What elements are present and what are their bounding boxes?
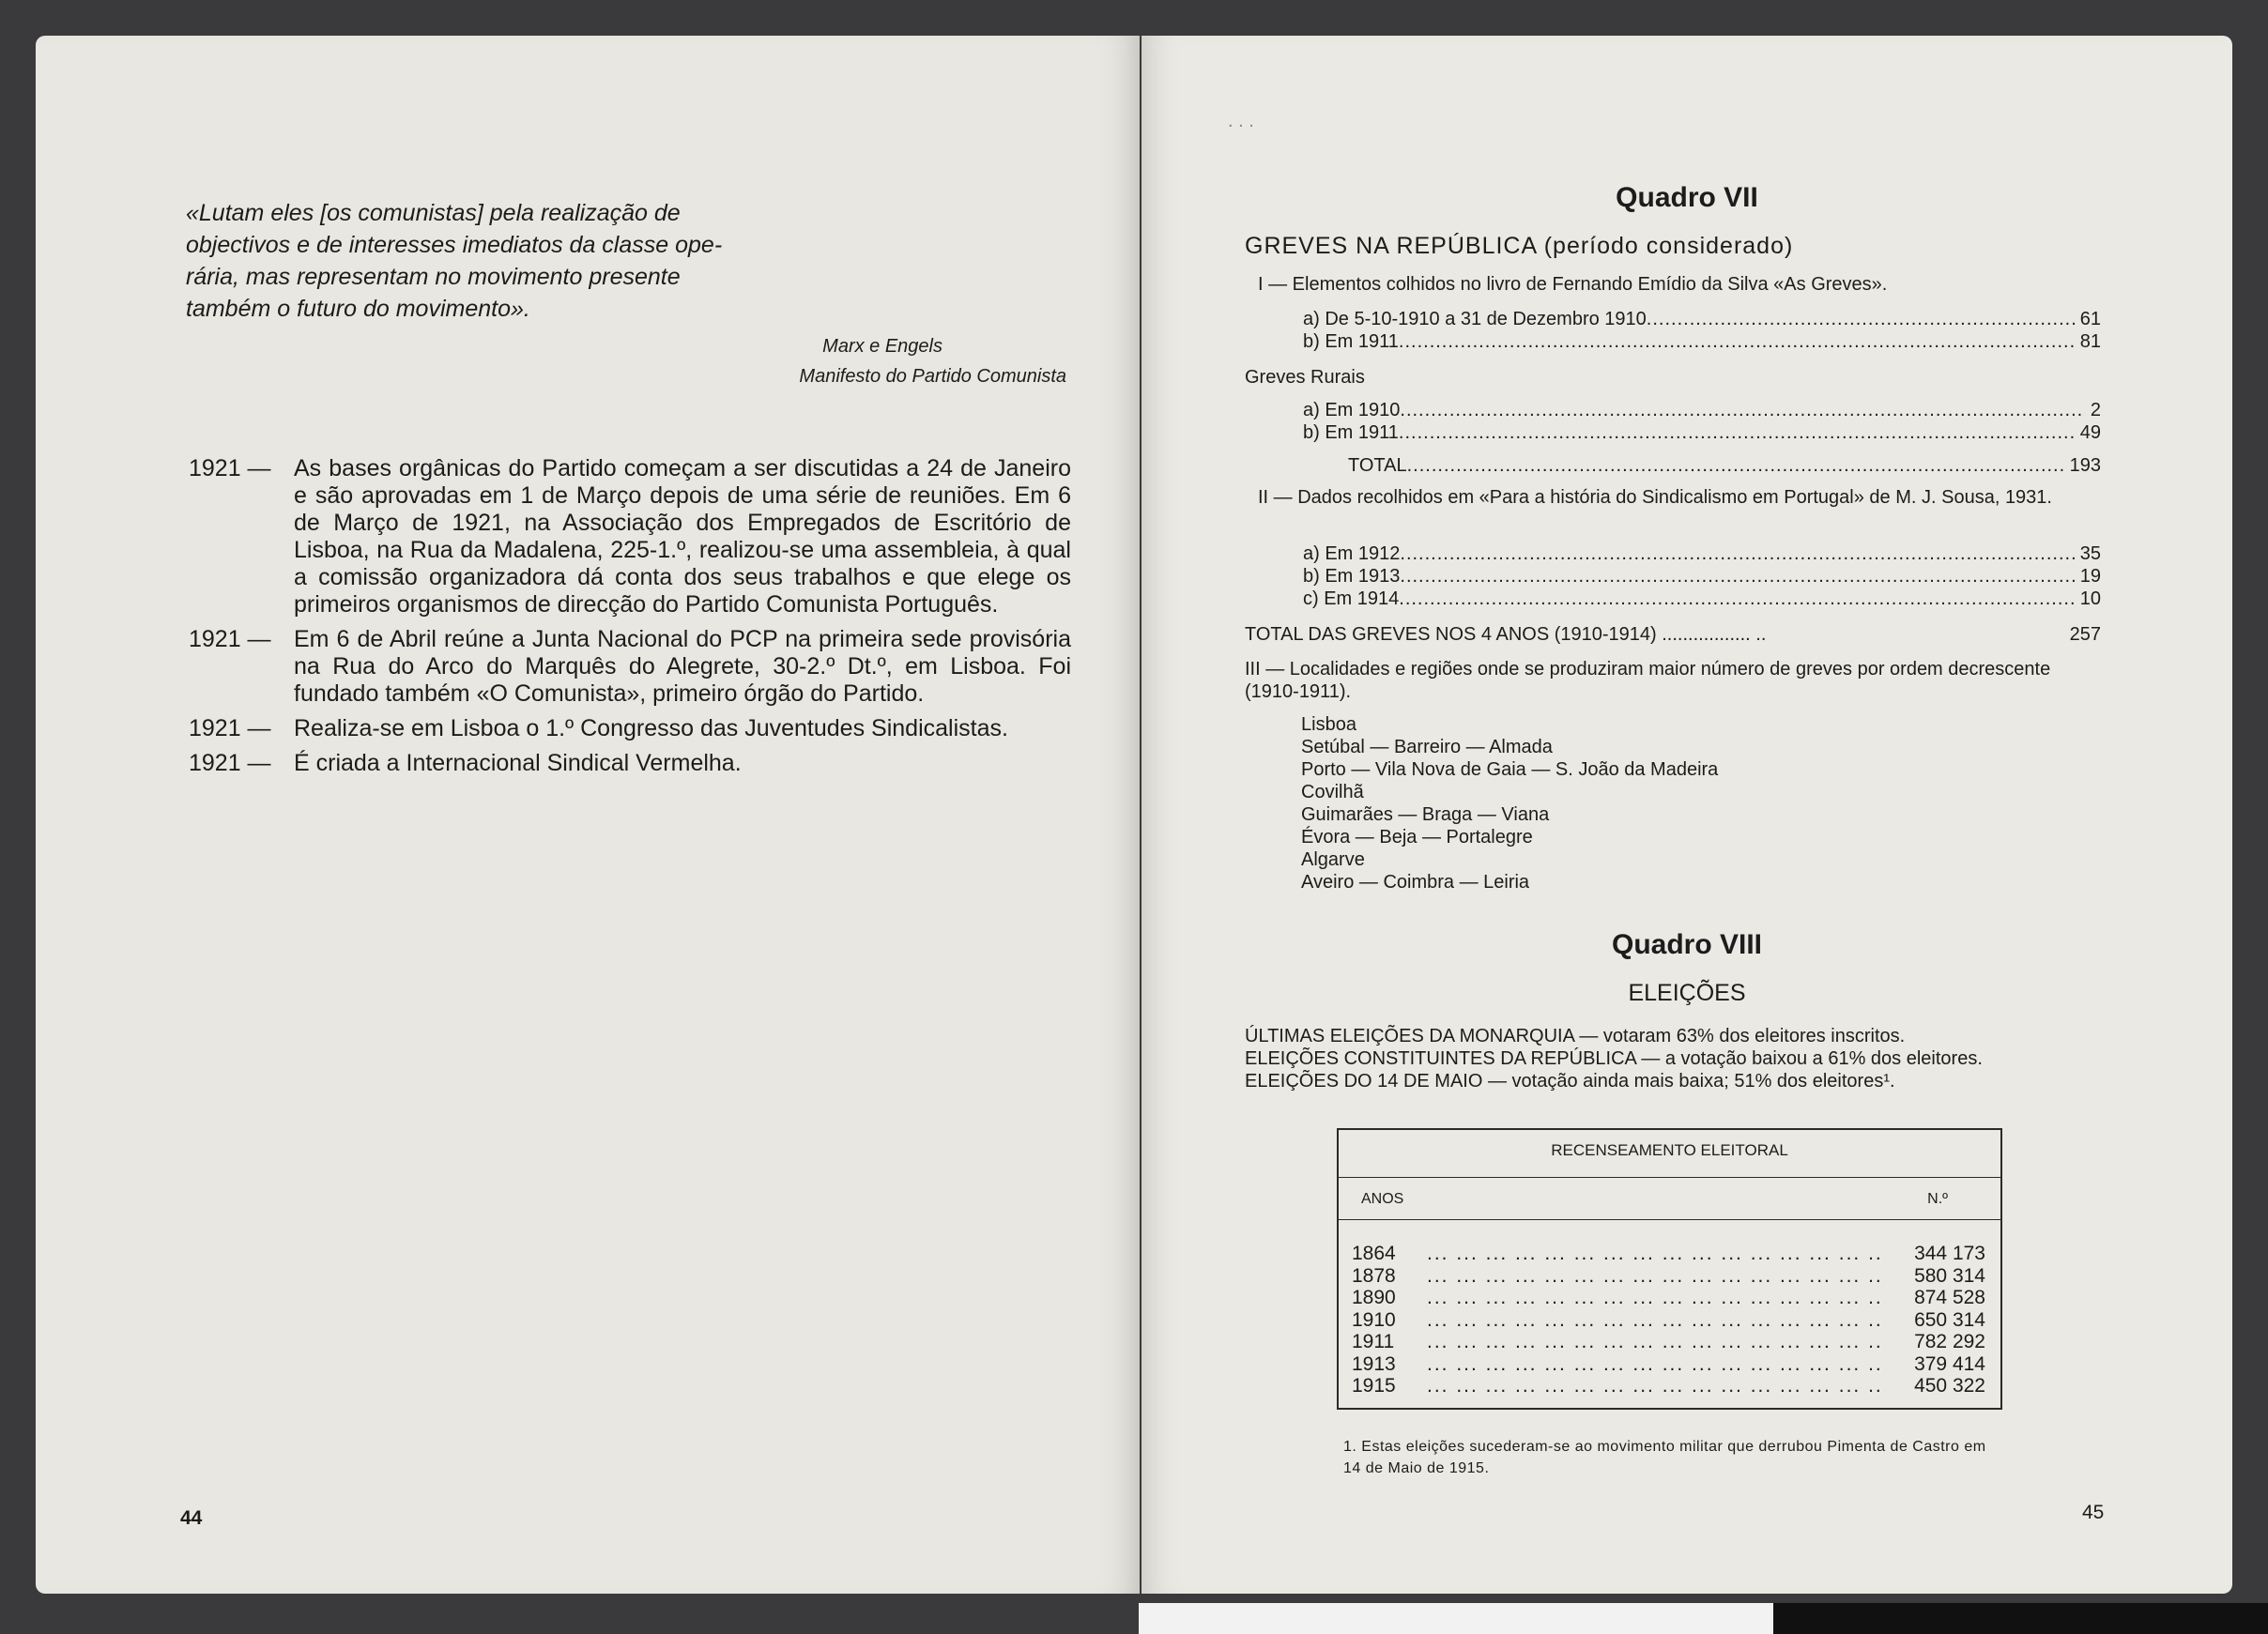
census-row [1352, 1353, 1985, 1376]
data-row [1303, 565, 2101, 588]
place-item: Setúbal — Barreiro — Almada [1301, 737, 1553, 757]
census-year: 1915 [1352, 1375, 1396, 1397]
row-label: b) Em 1911 [1303, 422, 1399, 443]
census-row [1352, 1331, 1985, 1353]
census-row [1352, 1309, 1985, 1332]
section-ii-rows [1303, 542, 2101, 610]
data-row [1303, 588, 2101, 610]
rural-rows [1303, 399, 2101, 444]
places-list [1301, 713, 1718, 893]
chronology-list [189, 455, 1071, 785]
census-count: 379 414 [1914, 1352, 1985, 1375]
quote-line: «Lutam eles [os comunistas] pela realização de [186, 200, 681, 226]
place-item: Algarve [1301, 849, 1365, 870]
col-count: N.º [1927, 1191, 1948, 1207]
row-label: b) Em 1911 [1303, 331, 1399, 352]
total-four-label: TOTAL DAS GREVES NOS 4 ANOS (1910-1914) ................. .. [1245, 624, 1767, 645]
top-mark: . . . [1228, 111, 1254, 131]
row-label: a) Em 1912 [1303, 543, 1401, 564]
chronology-entry [189, 626, 1071, 708]
place-item: Aveiro — Coimbra — Leiria [1301, 872, 1530, 893]
data-row [1303, 308, 2101, 330]
place-item: Guimarães — Braga — Viana [1301, 804, 1550, 825]
section-iii-text: III — Localidades e regiões onde se produziram maior número de greves por ordem decrescente (1910-1911). [1245, 659, 2051, 702]
row-value: 19 [2079, 566, 2101, 587]
row-value: 61 [2079, 309, 2101, 329]
entry-year: 1921 — [189, 750, 271, 776]
total-value: 193 [2069, 455, 2101, 476]
census-year: 1864 [1352, 1243, 1396, 1264]
color-ruler-strip [1139, 1603, 2268, 1634]
election-item: ÚLTIMAS ELEIÇÕES DA MONARQUIA — votaram 63% dos eleitores inscritos. [1245, 1026, 1906, 1046]
section-ii-text: II — Dados recolhidos em «Para a história do Sindicalismo em Portugal» de M. J. Sousa, 1931. [1258, 487, 2052, 508]
section-i-rows [1303, 308, 2101, 353]
census-rows [1352, 1243, 1985, 1397]
census-count: 450 322 [1914, 1375, 1985, 1397]
quote-line: rária, mas representam no movimento presente [186, 264, 681, 290]
chronology-entry [189, 750, 1071, 777]
census-count: 580 314 [1914, 1264, 1985, 1287]
quadro-viii-title: Quadro VIII [1611, 929, 1763, 960]
row-value: 2 [2090, 400, 2101, 420]
entry-text: É criada a Internacional Sindical Vermelha. [294, 750, 742, 776]
epigraph-quote [186, 197, 1068, 325]
ruler-black-patch [1773, 1603, 2268, 1634]
data-row [1303, 421, 2101, 444]
entry-year: 1921 — [189, 626, 271, 652]
page-number: 44 [180, 1507, 203, 1529]
quote-line: objectivos e de interesses imediatos da classe ope- [186, 232, 723, 258]
census-count: 650 314 [1914, 1308, 1985, 1331]
place-item: Lisboa [1301, 714, 1356, 735]
place-item: Porto — Vila Nova de Gaia — S. João da Madeira [1301, 759, 1719, 780]
census-row [1352, 1375, 1985, 1397]
census-count: 344 173 [1914, 1243, 1985, 1264]
attribution-work: Manifesto do Partido Comunista [799, 366, 1066, 387]
census-header-row [1339, 1177, 2000, 1220]
section-i-text: I — Elementos colhidos no livro de Fernando Emídio da Silva «As Greves». [1258, 274, 1888, 295]
row-label: c) Em 1914 [1303, 588, 1400, 609]
census-row [1352, 1287, 1985, 1309]
left-page [36, 36, 1140, 1594]
election-item: ELEIÇÕES CONSTITUINTES DA REPÚBLICA — a votação baixou a 61% dos eleitores. [1245, 1048, 1983, 1069]
place-item: Covilhã [1301, 782, 1364, 802]
rural-heading: Greves Rurais [1245, 367, 1365, 388]
col-years: ANOS [1361, 1191, 1404, 1207]
quadro-vii-subtitle: GREVES NA REPÚBLICA (período considerado) [1245, 233, 1794, 259]
data-row [1303, 542, 2101, 565]
total-four-value: 257 [2069, 624, 2101, 645]
census-table [1337, 1128, 2002, 1410]
quadro-vii-title: Quadro VII [1616, 182, 1758, 213]
quote-line: também o futuro do movimento». [186, 296, 530, 322]
row-label: a) De 5-10-1910 a 31 de Dezembro 1910 [1303, 309, 1647, 329]
entry-year: 1921 — [189, 455, 271, 481]
census-year: 1890 [1352, 1287, 1396, 1308]
census-row [1352, 1243, 1985, 1265]
row-value: 35 [2079, 543, 2101, 564]
quadro-viii-subtitle: ELEIÇÕES [1628, 980, 1746, 1006]
elections-list [1245, 1025, 2103, 1092]
entry-year: 1921 — [189, 715, 271, 741]
chronology-entry [189, 455, 1071, 618]
census-year: 1913 [1352, 1352, 1396, 1375]
data-row [1303, 330, 2101, 353]
entry-text: As bases orgânicas do Partido começam a ser discutidas a 24 de Janeiro e são aprovadas em 1 de Março depois de uma série de reuniões. Em 6 de Março de 1921, na Associação dos Empregados de Escritório de Lisboa, na Rua da Madalena, 225-1.º, realizou-se uma assembleia, à qual a comissão organizadora dá conta dos seus trabalhos e que elege os primeiros organismos de direcção do Partido Comunista Português. [294, 455, 1071, 618]
census-count: 874 528 [1914, 1287, 1985, 1308]
census-year: 1911 [1352, 1331, 1395, 1352]
election-item: ELEIÇÕES DO 14 DE MAIO — votação ainda mais baixa; 51% dos eleitores¹. [1245, 1071, 1895, 1092]
place-item: Évora — Beja — Portalegre [1301, 827, 1533, 848]
page-number: 45 [2082, 1502, 2105, 1523]
footnote: 1. Estas eleições sucederam-se ao movimento militar que derrubou Pimenta de Castro em 14 de Maio de 1915. [1343, 1439, 1986, 1476]
total-label: TOTAL [1348, 455, 1407, 476]
entry-text: Realiza-se em Lisboa o 1.º Congresso das Juventudes Sindicalistas. [294, 715, 1008, 741]
row-value: 49 [2079, 422, 2101, 443]
census-year: 1878 [1352, 1264, 1396, 1287]
census-count: 782 292 [1914, 1331, 1985, 1352]
total-row [1348, 454, 2101, 477]
row-label: a) Em 1910 [1303, 400, 1401, 420]
data-row [1303, 399, 2101, 421]
census-title: RECENSEAMENTO ELEITORAL [1551, 1141, 1788, 1159]
row-value: 81 [2079, 331, 2101, 352]
row-value: 10 [2079, 588, 2101, 609]
total-four-years [1245, 623, 2101, 646]
row-label: b) Em 1913 [1303, 566, 1401, 587]
chronology-entry [189, 715, 1071, 742]
census-row [1352, 1265, 1985, 1288]
attribution-author: Marx e Engels [822, 336, 942, 357]
right-page [1142, 36, 2232, 1594]
entry-text: Em 6 de Abril reúne a Junta Nacional do PCP na primeira sede provisória na Rua do Arco do Marquês do Alegrete, 30-2.º Dt.º, em Lisboa. Foi fundado também «O Comunista», primeiro órgão do Partido. [294, 626, 1071, 707]
census-year: 1910 [1352, 1308, 1396, 1331]
